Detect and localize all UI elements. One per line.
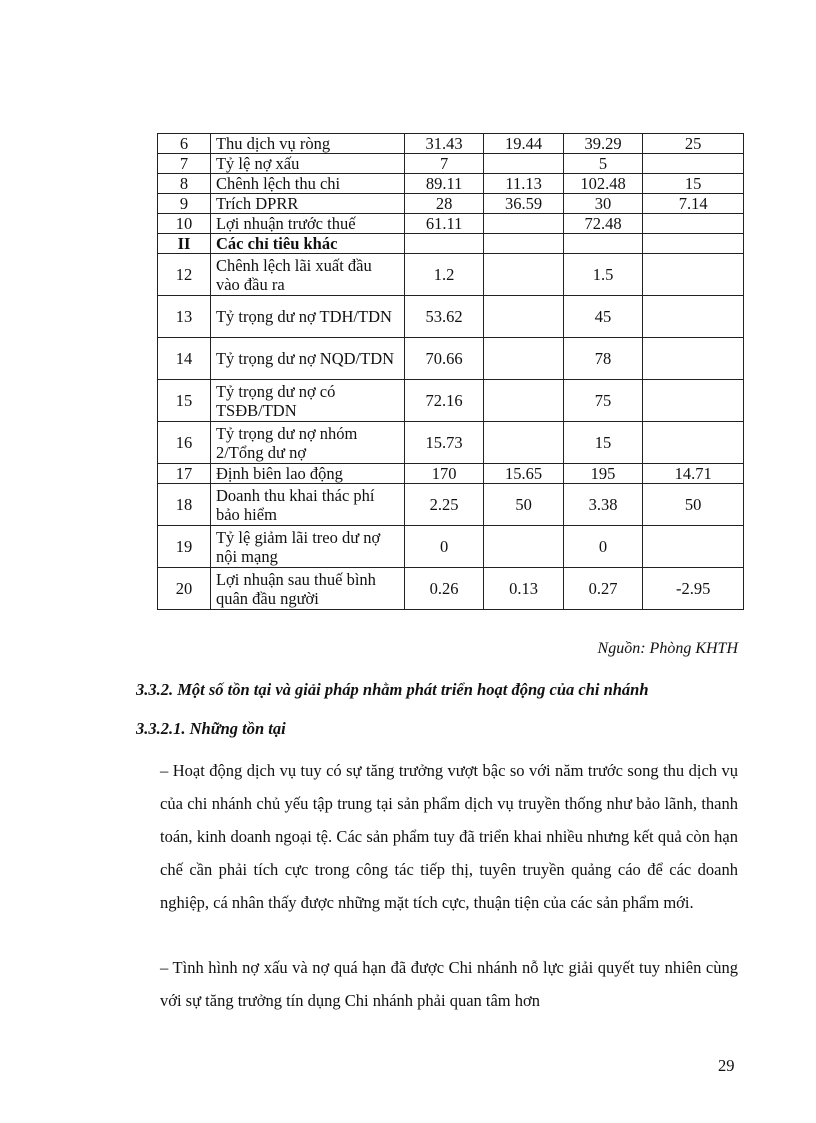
value-cell-4: [643, 214, 744, 234]
row-number-cell: 15: [158, 380, 211, 422]
value-cell-3: 3.38: [563, 484, 642, 526]
table-row: [158, 338, 744, 380]
value-cell-2: 11.13: [484, 174, 563, 194]
indicator-name-cell: Tỷ trọng dư nợ có TSĐB/TDN: [210, 380, 404, 422]
body-paragraph-2: – Tình hình nợ xấu và nợ quá hạn đã được Chi nhánh nỗ lực giải quyết tuy nhiên cùng với sự tăng trưởng tín dụng Chi nhánh phải quan tâm hơn: [160, 958, 738, 1010]
value-cell-3: 0: [563, 526, 642, 568]
row-number-cell: 19: [158, 526, 211, 568]
subsection-heading: 3.3.2.1. Những tồn tại: [136, 719, 286, 738]
value-cell-2: [484, 254, 563, 296]
value-cell-4: -2.95: [643, 568, 744, 610]
row-number-cell: 6: [158, 134, 211, 154]
table-row: [158, 134, 744, 154]
indicator-name-cell: Doanh thu khai thác phí bảo hiểm: [210, 484, 404, 526]
table-row: [158, 254, 744, 296]
value-cell-2: [484, 234, 563, 254]
value-cell-4: [643, 422, 744, 464]
indicator-name-cell: Định biên lao động: [210, 464, 404, 484]
value-cell-1: [404, 234, 483, 254]
value-cell-3: 195: [563, 464, 642, 484]
value-cell-2: [484, 526, 563, 568]
value-cell-1: 15.73: [404, 422, 483, 464]
table-row: [158, 174, 744, 194]
indicator-name-cell: Thu dịch vụ ròng: [210, 134, 404, 154]
value-cell-3: 1.5: [563, 254, 642, 296]
page-number: 29: [718, 1056, 735, 1075]
value-cell-3: 0.27: [563, 568, 642, 610]
indicator-name-cell: Tỷ trọng dư nợ nhóm 2/Tổng dư nợ: [210, 422, 404, 464]
value-cell-3: 5: [563, 154, 642, 174]
table-row: [158, 154, 744, 174]
value-cell-2: [484, 296, 563, 338]
value-cell-1: 2.25: [404, 484, 483, 526]
value-cell-2: [484, 154, 563, 174]
value-cell-2: [484, 422, 563, 464]
indicator-name-cell: Tỷ trọng dư nợ TDH/TDN: [210, 296, 404, 338]
indicator-name-cell: Các chỉ tiêu khác: [210, 234, 404, 254]
indicator-table-body: [158, 134, 744, 610]
value-cell-1: 170: [404, 464, 483, 484]
value-cell-1: 61.11: [404, 214, 483, 234]
value-cell-2: 50: [484, 484, 563, 526]
value-cell-2: [484, 214, 563, 234]
value-cell-3: 72.48: [563, 214, 642, 234]
row-number-cell: 14: [158, 338, 211, 380]
table-row: [158, 214, 744, 234]
value-cell-3: 45: [563, 296, 642, 338]
table-source-note: Nguồn: Phòng KHTH: [597, 640, 738, 657]
value-cell-2: [484, 338, 563, 380]
row-number-cell: II: [158, 234, 211, 254]
value-cell-4: 14.71: [643, 464, 744, 484]
value-cell-1: 0: [404, 526, 483, 568]
value-cell-4: 50: [643, 484, 744, 526]
value-cell-4: [643, 234, 744, 254]
row-number-cell: 20: [158, 568, 211, 610]
value-cell-4: [643, 154, 744, 174]
table-row: [158, 568, 744, 610]
value-cell-4: [643, 338, 744, 380]
indicator-name-cell: Chênh lệch lãi xuất đầu vào đầu ra: [210, 254, 404, 296]
value-cell-1: 53.62: [404, 296, 483, 338]
row-number-cell: 9: [158, 194, 211, 214]
row-number-cell: 17: [158, 464, 211, 484]
value-cell-4: [643, 296, 744, 338]
value-cell-2: 36.59: [484, 194, 563, 214]
row-number-cell: 13: [158, 296, 211, 338]
value-cell-1: 7: [404, 154, 483, 174]
value-cell-4: [643, 254, 744, 296]
indicator-name-cell: Lợi nhuận sau thuế bình quân đầu người: [210, 568, 404, 610]
value-cell-2: 19.44: [484, 134, 563, 154]
value-cell-3: 30: [563, 194, 642, 214]
indicator-table: [157, 133, 744, 610]
value-cell-1: 28: [404, 194, 483, 214]
indicator-name-cell: Chênh lệch thu chi: [210, 174, 404, 194]
table-row: [158, 296, 744, 338]
row-number-cell: 10: [158, 214, 211, 234]
value-cell-3: 39.29: [563, 134, 642, 154]
indicator-name-cell: Trích DPRR: [210, 194, 404, 214]
value-cell-3: [563, 234, 642, 254]
section-heading: 3.3.2. Một số tồn tại và giải pháp nhằm phát triển hoạt động của chi nhánh: [136, 680, 649, 699]
value-cell-1: 70.66: [404, 338, 483, 380]
table-row: [158, 526, 744, 568]
value-cell-1: 72.16: [404, 380, 483, 422]
row-number-cell: 7: [158, 154, 211, 174]
value-cell-2: 0.13: [484, 568, 563, 610]
value-cell-1: 0.26: [404, 568, 483, 610]
value-cell-1: 89.11: [404, 174, 483, 194]
table-row: [158, 484, 744, 526]
table-row: [158, 234, 744, 254]
value-cell-4: 25: [643, 134, 744, 154]
row-number-cell: 18: [158, 484, 211, 526]
table-row: [158, 380, 744, 422]
row-number-cell: 12: [158, 254, 211, 296]
value-cell-2: 15.65: [484, 464, 563, 484]
value-cell-1: 1.2: [404, 254, 483, 296]
table-row: [158, 464, 744, 484]
table-row: [158, 422, 744, 464]
value-cell-4: 15: [643, 174, 744, 194]
indicator-name-cell: Tỷ lệ giảm lãi treo dư nợ nội mạng: [210, 526, 404, 568]
value-cell-4: [643, 526, 744, 568]
indicator-name-cell: Tỷ trọng dư nợ NQD/TDN: [210, 338, 404, 380]
value-cell-2: [484, 380, 563, 422]
indicator-name-cell: Tỷ lệ nợ xấu: [210, 154, 404, 174]
row-number-cell: 16: [158, 422, 211, 464]
value-cell-3: 102.48: [563, 174, 642, 194]
value-cell-4: 7.14: [643, 194, 744, 214]
value-cell-4: [643, 380, 744, 422]
value-cell-3: 75: [563, 380, 642, 422]
body-paragraph-1: – Hoạt động dịch vụ tuy có sự tăng trưởng vượt bậc so với năm trước song thu dịch vụ của chi nhánh chủ yếu tập trung tại sản phẩm dịch vụ truyền thống như bảo lãnh, thanh toán, kinh doanh ngoại tệ. Các sản phẩm tuy đã triển khai nhiều nhưng kết quả còn hạn chế cần phải tích cực trong công tác tiếp thị, tuyên truyền quảng cáo để các doanh nghiệp, cá nhân thấy được những mặt tích cực, thuận tiện của các sản phẩm mới.: [160, 761, 738, 912]
table-row: [158, 194, 744, 214]
value-cell-3: 15: [563, 422, 642, 464]
value-cell-1: 31.43: [404, 134, 483, 154]
row-number-cell: 8: [158, 174, 211, 194]
value-cell-3: 78: [563, 338, 642, 380]
indicator-name-cell: Lợi nhuận trước thuế: [210, 214, 404, 234]
